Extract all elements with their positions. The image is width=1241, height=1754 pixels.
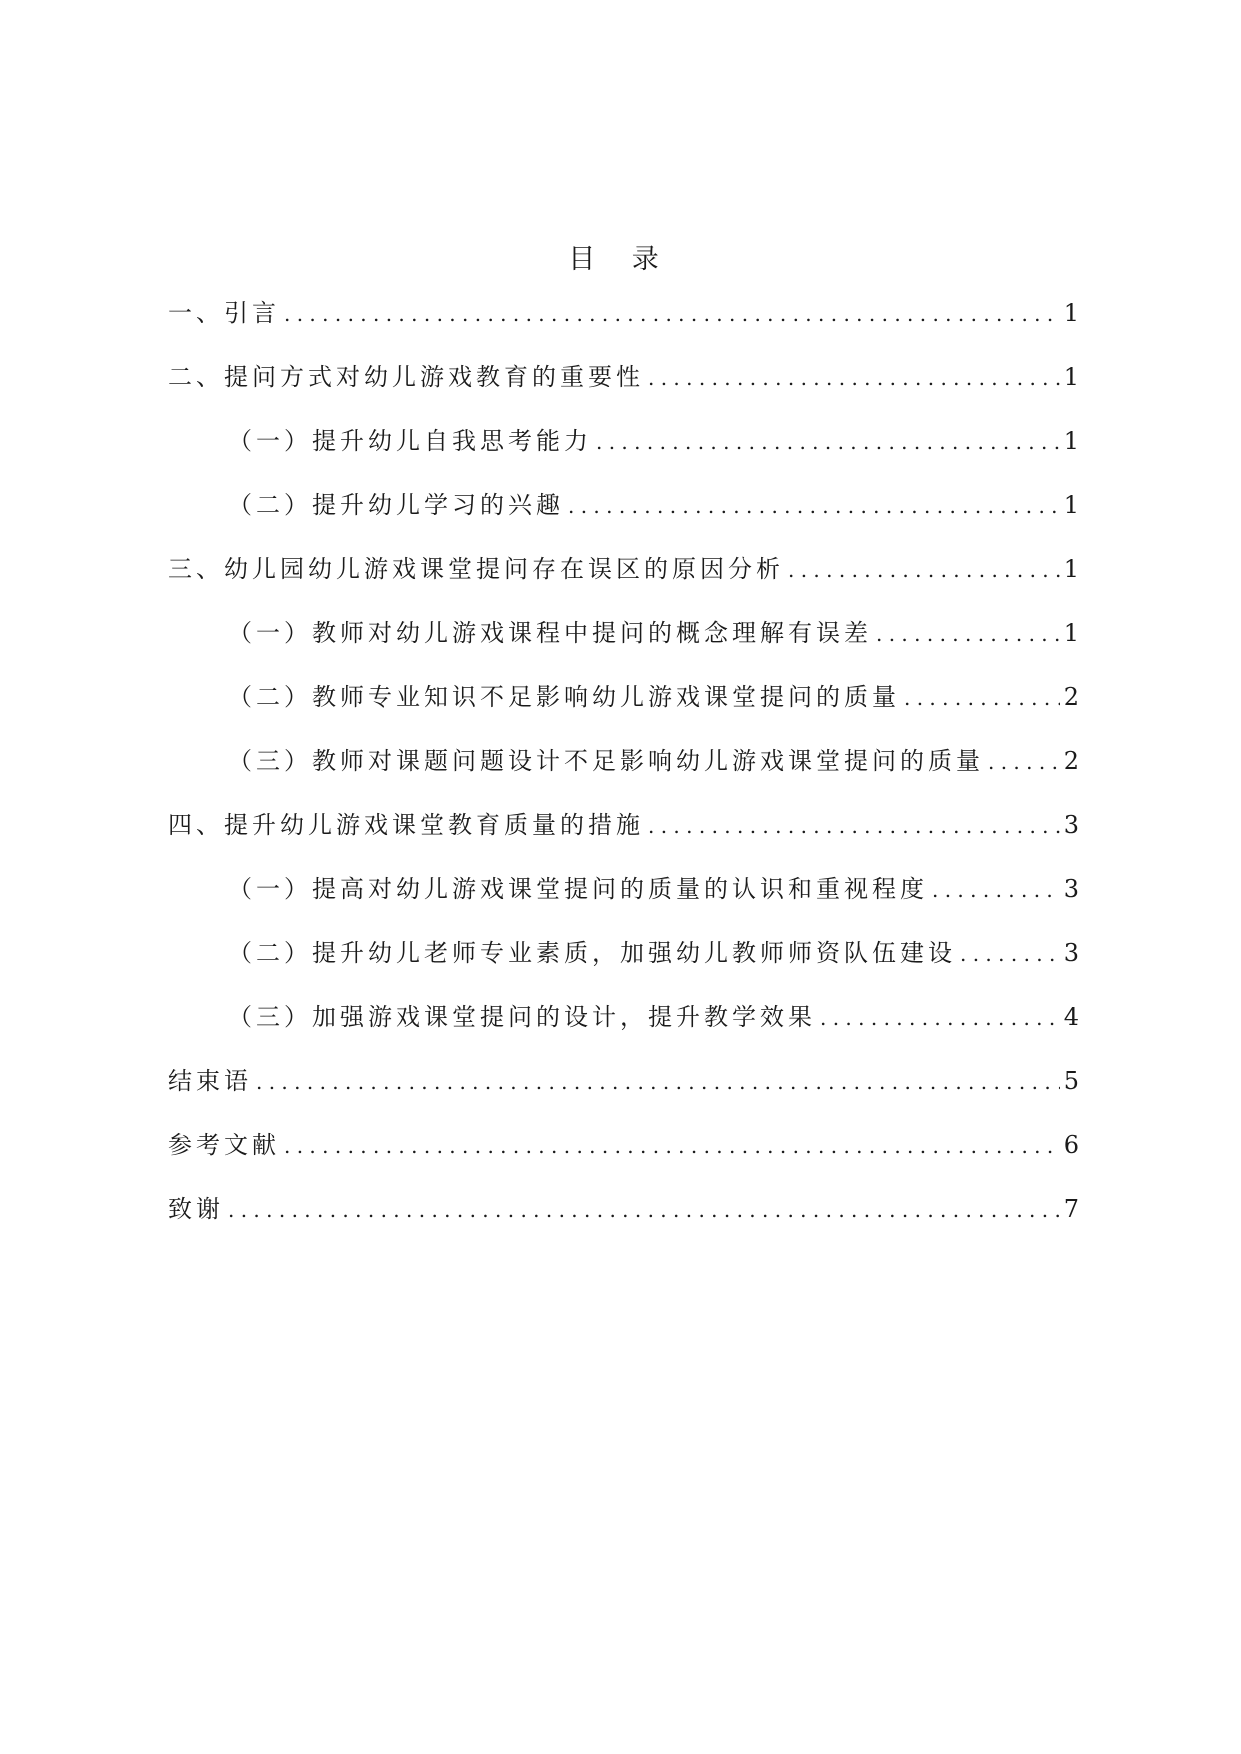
toc-entry[interactable] — [168, 1064, 1079, 1128]
toc-entry[interactable] — [168, 744, 1079, 808]
toc-entry-page: 3 — [1063, 875, 1079, 903]
toc-leader-dots — [820, 1001, 1060, 1035]
toc-entry-text: （三）加强游戏课堂提问的设计，提升教学效果 — [228, 1003, 816, 1031]
toc-entry-text: （三）教师对课题问题设计不足影响幼儿游戏课堂提问的质量 — [228, 747, 984, 775]
toc-entry[interactable] — [168, 296, 1079, 360]
toc-entry-text: 一、引言 — [168, 299, 280, 327]
toc-entry-text: 四、提升幼儿游戏课堂教育质量的措施 — [168, 811, 644, 839]
toc-entry-page: 5 — [1063, 1067, 1079, 1095]
toc-entry[interactable] — [168, 360, 1079, 424]
toc-entry-text: （一）教师对幼儿游戏课程中提问的概念理解有误差 — [228, 619, 872, 647]
toc-leader-dots — [596, 425, 1060, 459]
toc-leader-dots — [648, 809, 1060, 843]
toc-entry[interactable] — [168, 424, 1079, 488]
toc-entry-page: 1 — [1063, 299, 1079, 327]
toc-entry-text: （一）提高对幼儿游戏课堂提问的质量的认识和重视程度 — [228, 875, 928, 903]
toc-leader-dots — [904, 681, 1060, 715]
toc-entry[interactable] — [168, 1128, 1079, 1192]
toc-entry-page: 2 — [1063, 747, 1079, 775]
toc-leader-dots — [960, 937, 1060, 971]
toc-leader-dots — [988, 745, 1060, 779]
toc-entry[interactable] — [168, 936, 1079, 1000]
toc-entry-page: 3 — [1063, 939, 1079, 967]
toc-leader-dots — [932, 873, 1060, 907]
toc-leader-dots — [568, 489, 1060, 523]
toc-entry[interactable] — [168, 808, 1079, 872]
toc-entry-text: （二）提升幼儿学习的兴趣 — [228, 491, 564, 519]
toc-entry[interactable] — [168, 1000, 1079, 1064]
toc-entry[interactable] — [168, 680, 1079, 744]
toc-entry-text: 二、提问方式对幼儿游戏教育的重要性 — [168, 363, 644, 391]
toc-entry-page: 1 — [1063, 555, 1079, 583]
toc-entry-page: 1 — [1063, 363, 1079, 391]
toc-entry-page: 1 — [1063, 427, 1079, 455]
toc-entry-text: （二）教师专业知识不足影响幼儿游戏课堂提问的质量 — [228, 683, 900, 711]
toc-leader-dots — [284, 297, 1060, 331]
toc-entry-text: 参考文献 — [168, 1131, 280, 1159]
toc-entry[interactable] — [168, 616, 1079, 680]
toc-entry[interactable] — [168, 872, 1079, 936]
toc-leader-dots — [788, 553, 1060, 587]
toc-entry-text: 三、幼儿园幼儿游戏课堂提问存在误区的原因分析 — [168, 555, 784, 583]
toc-leader-dots — [256, 1065, 1060, 1099]
toc-entry-text: （一）提升幼儿自我思考能力 — [228, 427, 592, 455]
toc-entry-text: 致谢 — [168, 1195, 224, 1223]
toc-leader-dots — [876, 617, 1060, 651]
toc-leader-dots — [228, 1193, 1060, 1227]
toc-entry-text: （二）提升幼儿老师专业素质，加强幼儿教师师资队伍建设 — [228, 939, 956, 967]
toc-entry[interactable] — [168, 488, 1079, 552]
toc-list — [168, 296, 1079, 1256]
toc-entry-page: 1 — [1063, 491, 1079, 519]
toc-entry-page: 3 — [1063, 811, 1079, 839]
toc-entry-page: 7 — [1063, 1195, 1079, 1223]
toc-entry-text: 结束语 — [168, 1067, 252, 1095]
toc-leader-dots — [284, 1129, 1060, 1163]
toc-entry-page: 1 — [1063, 619, 1079, 647]
toc-entry-page: 6 — [1063, 1131, 1079, 1159]
toc-entry[interactable] — [168, 552, 1079, 616]
toc-entry[interactable] — [168, 1192, 1079, 1256]
toc-title: 目 录 — [568, 244, 673, 275]
toc-leader-dots — [648, 361, 1060, 395]
toc-entry-page: 2 — [1063, 683, 1079, 711]
toc-entry-page: 4 — [1063, 1003, 1079, 1031]
